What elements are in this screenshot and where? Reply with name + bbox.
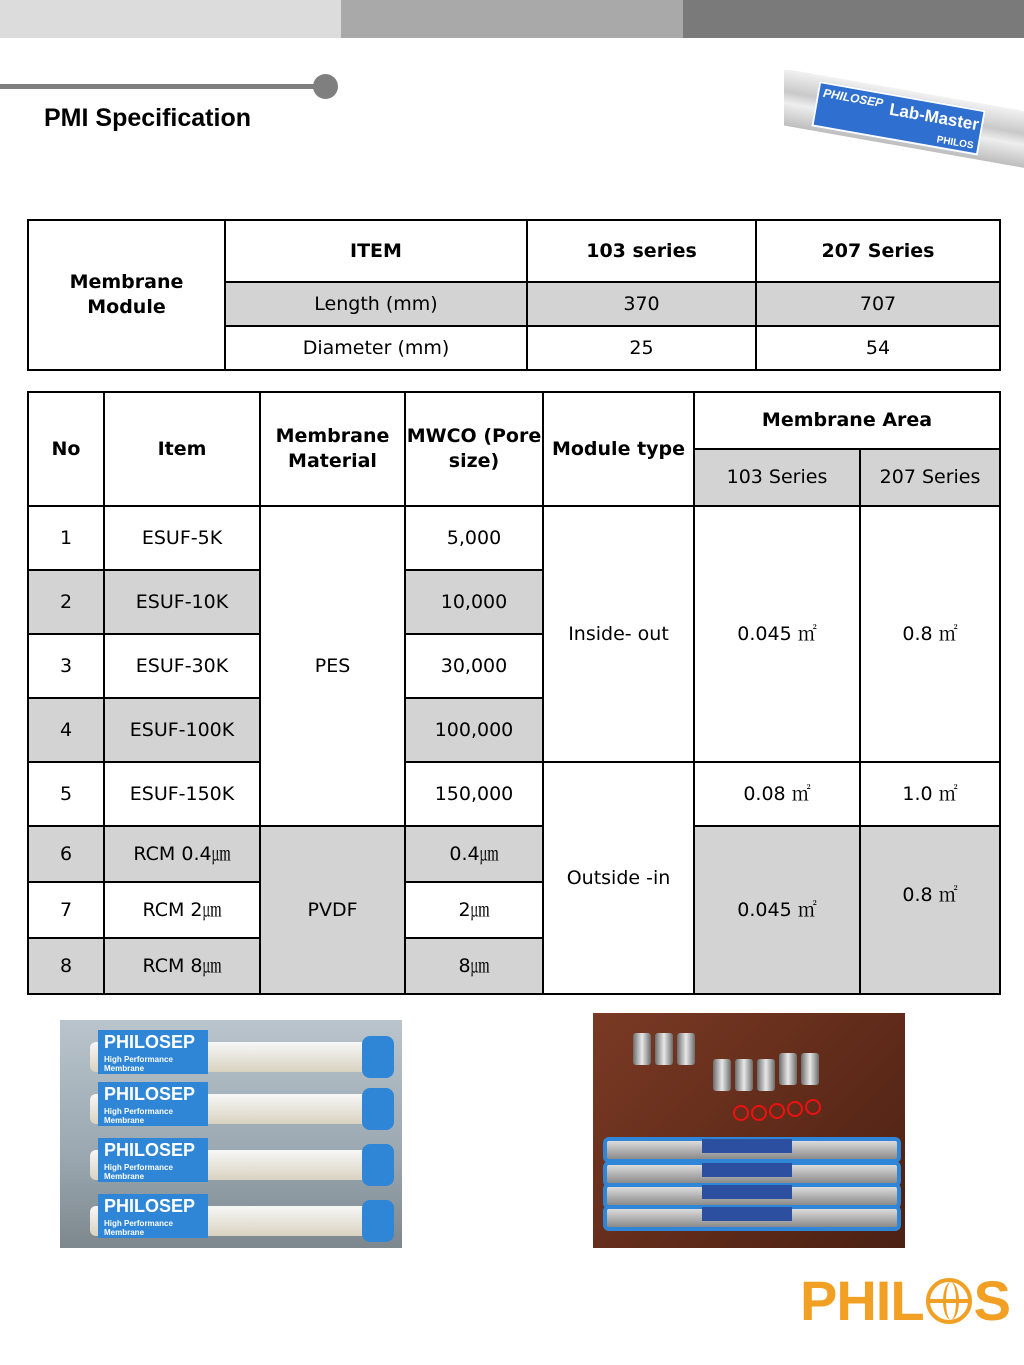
o-ring [733,1105,749,1121]
table-row [28,762,1000,826]
row-mwco: 150,000 [405,762,543,826]
photo-tube-label [98,1030,208,1074]
spec-header-area-207: 207 Series [860,449,1000,506]
logo-text-right: S [973,1269,1010,1332]
photo-tube-label [98,1194,208,1238]
row-no: 7 [28,882,104,938]
top-bar-segment-mid [341,0,682,38]
material-pvdf: PVDF [260,826,405,994]
module-cell: 54 [756,326,1000,370]
o-ring [769,1103,785,1119]
fitting-part [779,1053,797,1085]
clamp-part [655,1033,673,1065]
o-ring [787,1101,803,1117]
row-item: RCM 2㎛ [104,882,260,938]
module-table [27,219,1001,371]
row-mwco: 5,000 [405,506,543,570]
clamp-part [633,1033,651,1065]
row-item: RCM 8㎛ [104,938,260,994]
module-cell: Diameter (mm) [225,326,527,370]
philos-logo [800,1268,1010,1333]
module-tube [603,1137,901,1163]
lab-master-tube-image [784,70,1024,168]
photo-label-brand: PHILOSEP [104,1140,196,1160]
clamp-part [677,1033,695,1065]
spec-header-area-103: 103 Series [694,449,860,506]
title-rule-dot [313,74,338,99]
page-title: PMI Specification [44,104,251,132]
row-mwco: 8㎛ [405,938,543,994]
module-tube-label [702,1207,792,1221]
logo-text-left: PHIL [800,1269,924,1332]
module-tube-label [702,1185,792,1199]
module-cell: 25 [527,326,756,370]
area-103-row5: 0.08 ㎡ [694,762,860,826]
photo-tube [90,1140,390,1181]
photo-label-sub: High Performance Membrane [104,1055,173,1073]
row-no: 3 [28,634,104,698]
photo-label-sub: High Performance Membrane [104,1107,173,1125]
module-tube [603,1205,901,1231]
membrane-tubes-photo [60,1020,402,1248]
tube-label-brand: PHILOSEP [822,85,885,111]
row-no: 5 [28,762,104,826]
spec-header-item: Item [104,392,260,506]
o-ring [805,1099,821,1115]
row-item: ESUF-100K [104,698,260,762]
module-header-207: 207 Series [756,220,1000,282]
area-103-pvdf: 0.045 ㎡ [694,826,860,994]
globe-icon [926,1278,972,1324]
photo-label-brand: PHILOSEP [104,1196,196,1216]
module-header-103: 103 series [527,220,756,282]
spec-header-no: No [28,392,104,506]
photo-tube-label [98,1082,208,1126]
photo-label-brand: PHILOSEP [104,1032,196,1052]
top-color-bar [0,0,1024,38]
row-no: 1 [28,506,104,570]
fitting-part [713,1059,731,1091]
fitting-part [735,1059,753,1091]
row-item: ESUF-150K [104,762,260,826]
photo-tube-cap [362,1088,394,1130]
row-item: RCM 0.4㎛ [104,826,260,882]
module-parts-photo [593,1013,905,1248]
module-tube-label [702,1163,792,1177]
tube-body [784,70,1024,168]
row-item: ESUF-10K [104,570,260,634]
fitting-part [801,1053,819,1085]
photo-label-sub: High Performance Membrane [104,1219,173,1237]
module-cell: 370 [527,282,756,326]
photo-label-brand: PHILOSEP [104,1084,196,1104]
module-header-item: ITEM [225,220,527,282]
row-no: 6 [28,826,104,882]
area-207-inside-out: 0.8 ㎡ [860,506,1000,762]
top-bar-segment-dark [683,0,1024,38]
module-row-header: Membrane Module [28,220,225,370]
table-row [28,826,1000,882]
row-mwco: 100,000 [405,698,543,762]
photo-tube [90,1032,390,1073]
spec-header-material: Membrane Material [260,392,405,506]
spec-header-mwco: MWCO (Pore size) [405,392,543,506]
area-207-row5: 1.0 ㎡ [860,762,1000,826]
row-mwco: 2㎛ [405,882,543,938]
module-tube-label [702,1139,792,1153]
row-no: 2 [28,570,104,634]
module-cell: 707 [756,282,1000,326]
area-103-inside-out: 0.045 ㎡ [694,506,860,762]
fitting-part [757,1059,775,1091]
photo-tube-cap [362,1036,394,1078]
row-item: ESUF-30K [104,634,260,698]
spec-table [27,391,1001,995]
tube-label-product: Lab-Master [887,99,981,135]
photo-tube-cap [362,1144,394,1186]
tube-label-maker: PHILOS [935,134,975,152]
o-ring [751,1105,767,1121]
photo-tube [90,1196,390,1237]
photo-label-sub: High Performance Membrane [104,1163,173,1181]
table-row [28,506,1000,570]
area-207-pvdf: 0.8 ㎡ [860,826,1000,994]
photo-tube-cap [362,1200,394,1242]
row-mwco: 30,000 [405,634,543,698]
module-type-inside-out: Inside- out [543,506,694,762]
photo-tube-label [98,1138,208,1182]
row-no: 4 [28,698,104,762]
tube-label [811,81,985,156]
module-type-outside-in: Outside -in [543,762,694,994]
row-item: ESUF-5K [104,506,260,570]
module-cell: Length (mm) [225,282,527,326]
row-no: 8 [28,938,104,994]
top-bar-segment-light [0,0,341,38]
row-mwco: 0.4㎛ [405,826,543,882]
spec-header-area: Membrane Area [694,392,1000,449]
photo-tube [90,1084,390,1125]
title-rule [0,84,326,89]
spec-header-module-type: Module type [543,392,694,506]
row-mwco: 10,000 [405,570,543,634]
material-pes: PES [260,506,405,826]
